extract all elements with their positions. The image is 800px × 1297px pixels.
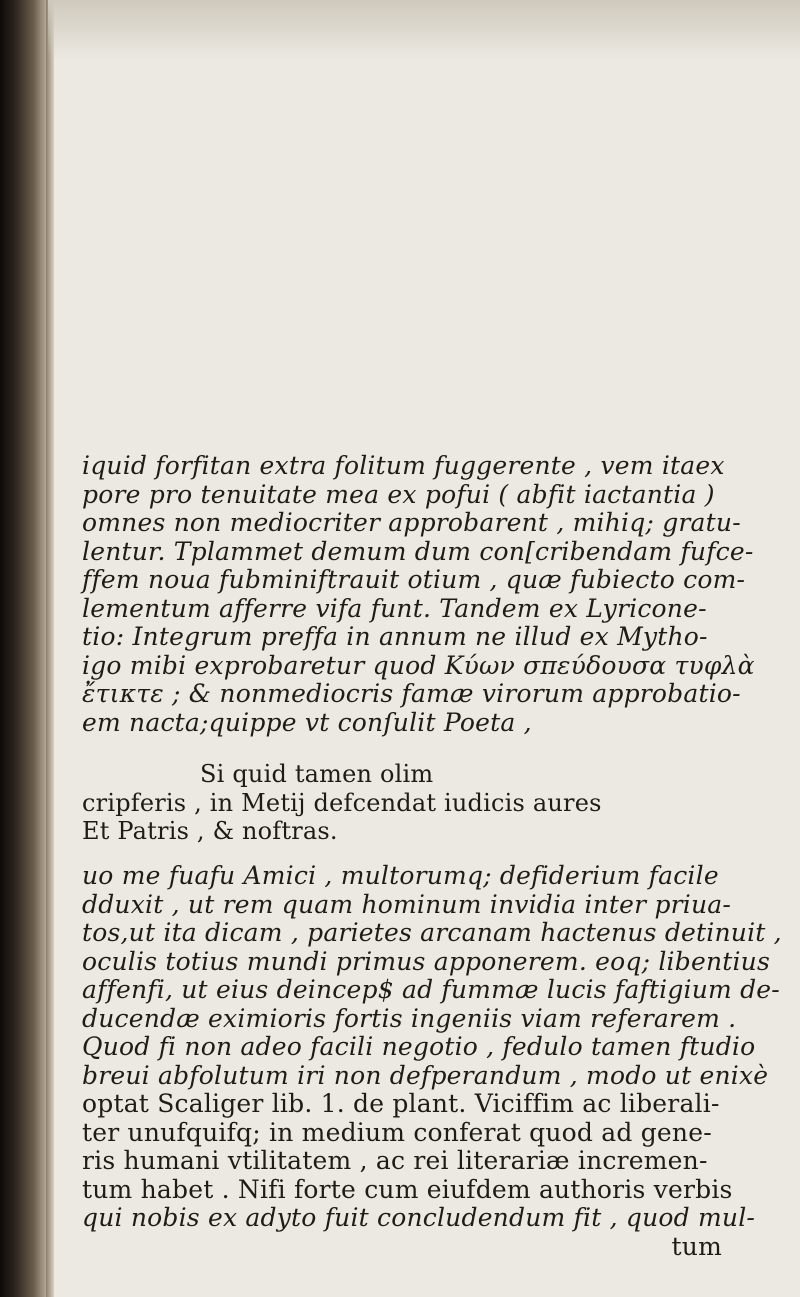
text-line: tum habet . Nifi forte cum eiufdem authoris verbis [82,1174,733,1204]
text-line: ris humani vtilitatem , ac rei literariæ incremen- [82,1146,708,1175]
text-line: ἔτικτε ; & nonmediocris famæ virorum approbatio- [82,679,741,708]
paragraph-1 [82,452,782,737]
text-line: ter unufquifq; in medium conferat quod ad gene- [82,1117,712,1147]
catchword: tum [671,1231,722,1261]
page-edge [46,0,54,1297]
text-line: optat Scaliger lib. 1. de plant. Viciffim ac liberali- [82,1089,720,1118]
text-line: tio: Integrum preffa in annum ne illud ex Mytho- [82,622,708,651]
text-line: oculis totius mundi primus apponerem. eoq; libentius [82,946,771,976]
text-line: breui abfolutum iri non defperandum , modo ut enixè [82,1060,769,1090]
text-line: igo mibi exprobaretur quod Κύων σπεύδουσα τυφλὰ [82,650,755,680]
page-shadow [48,0,800,60]
text-line: affenfi, ut eius deincep$ ad fummæ lucis faftigium de- [82,975,780,1004]
text-line: lentur. Tplammet demum dum con[cribendam fufce- [82,536,754,566]
text-line: uo me fuafu Amici , multorumq; defiderium facile [82,861,719,890]
verse-line: Si quid tamen olim [200,760,434,788]
verse-quotation [82,760,782,846]
text-line: ducendæ eximioris fortis ingeniis viam referarem . [82,1003,737,1033]
text-line: Quod fi non adeo facili negotio , fedulo tamen ftudio [82,1032,756,1061]
text-line: pore pro tenuitate mea ex pofui ( abfit iactantia ) [82,479,715,509]
paragraph-2 [82,862,782,1261]
text-line: qui nobis ex adyto fuit concludendum fit , quod mul- [82,1203,756,1232]
text-line: omnes non mediocriter approbarent , mihiq; gratu- [82,508,741,537]
verse-line: Et Patris , & noftras. [82,817,338,845]
text-line: iquid forfitan extra folitum fuggerente , vem itaex [82,451,725,480]
text-line: em nacta;quippe vt conſulit Poeta , [82,707,532,737]
book-binding-gutter [0,0,48,1297]
text-line: ffem noua fubminiftrauit otium , quæ fubiecto com- [82,565,746,594]
text-line: lementum afferre vifa funt. Tandem ex Lyricone- [82,593,707,623]
text-line: dduxit , ut rem quam hominum invidia inter priua- [82,889,732,919]
verse-line: cripferis , in Metij defcendat iudicis aures [82,788,602,817]
text-line: tos,ut ita dicam , parietes arcanam hactenus detinuit , [82,918,782,947]
